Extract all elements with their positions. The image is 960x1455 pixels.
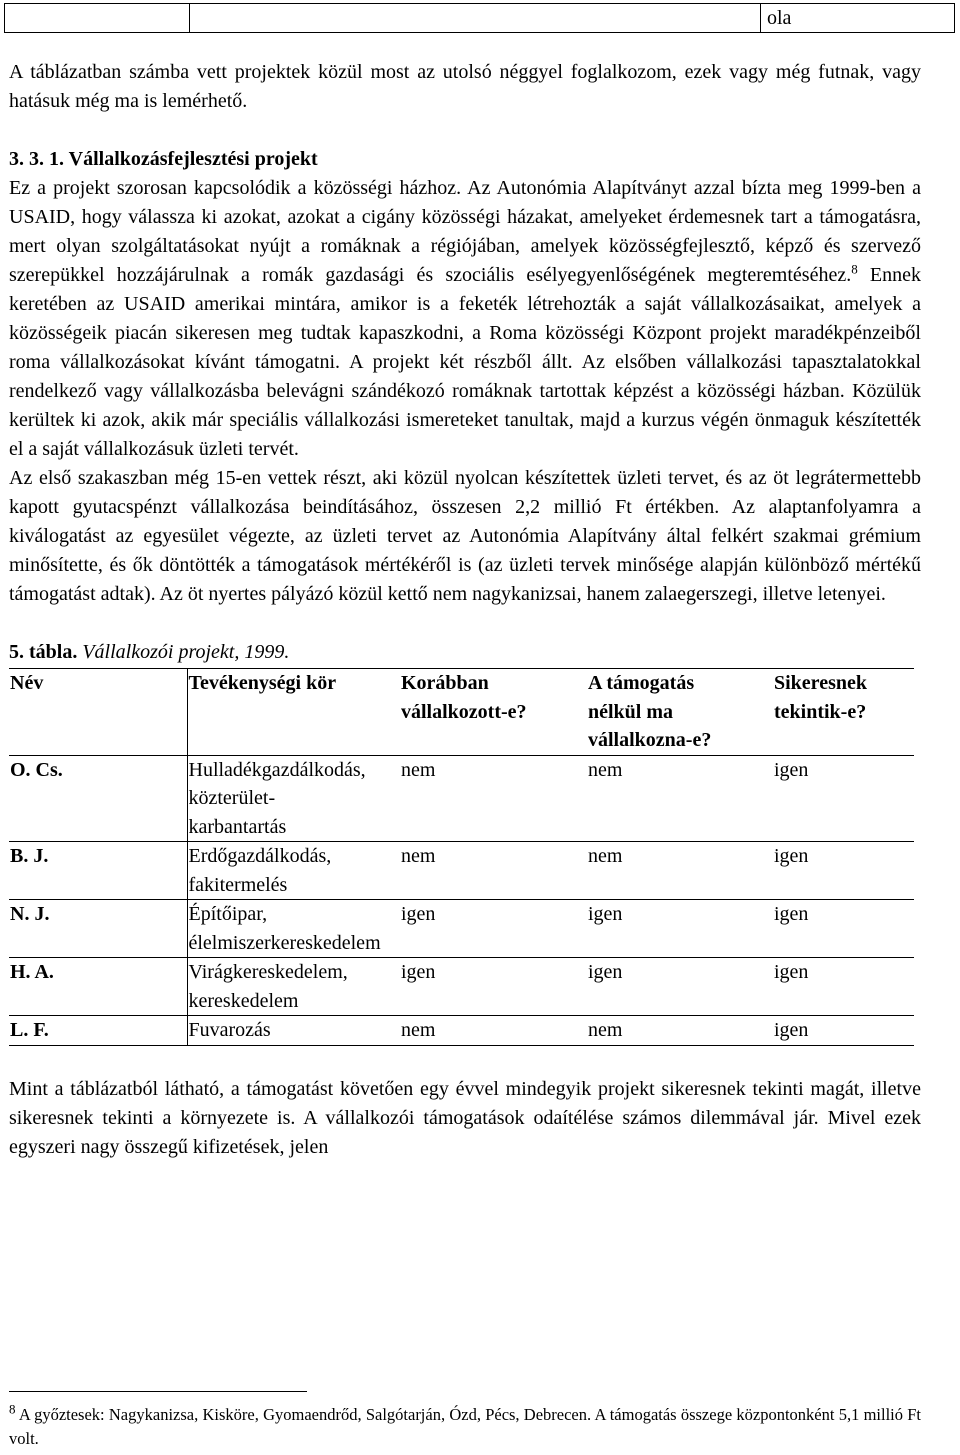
cell-prior-business: igen <box>401 961 436 983</box>
cell-prior-business: nem <box>401 758 436 781</box>
cell-name: L. F. <box>9 1016 187 1046</box>
cell-without-support: igen <box>588 903 623 925</box>
paragraph-1 <box>9 174 921 464</box>
footnote <box>9 1403 921 1451</box>
cell-prior-business: igen <box>401 903 436 925</box>
paragraph-1-part-a: Ez a projekt szorosan kapcsolódik a közösségi házhoz. Az Autonómia Alapítványt azzal bízta meg 1999-ben a USAID, hogy válassza ki azokat, azokat a cigány közösségi házakat, amelyeket érdemesnek tart a támogatásra, mert olyan szolgáltatásokat nyújt a romáknak a régiójában, amelyek közösségfejlesztő, képző és szervező szerepükkel hozzájárulnak a romák gazdasági és szociális esélyegyenlőségének megteremtéséhez. <box>9 177 921 286</box>
cell-activity: Virágkereskedelem, kereskedelem <box>188 961 348 1012</box>
header-cell-text: ola <box>761 4 955 33</box>
cell-name: B. J. <box>9 842 187 900</box>
table-row <box>9 842 914 900</box>
section-heading <box>9 145 921 174</box>
document-body <box>9 58 921 1162</box>
section-title: Vállalkozásfejlesztési projekt <box>68 148 318 170</box>
cell-name: N. J. <box>9 900 187 958</box>
header-cell-empty-1 <box>5 4 190 33</box>
footnote-number: 8 <box>9 1401 16 1417</box>
cell-name: O. Cs. <box>9 755 187 842</box>
cell-successful: igen <box>774 845 809 867</box>
footnote-separator <box>9 1391 307 1392</box>
header-table <box>4 3 955 33</box>
header-cell-empty-2 <box>190 4 761 33</box>
section-number: 3. 3. 1. <box>9 148 64 170</box>
paragraph-1-part-b: Ennek keretében az USAID amerikai mintára, amikor is a feketék létrehozták a saját vállalkozásaikat, amelyek a közösségeik piacán sikeresen meg tudtak kapaszkodni, a Roma közösségi Központ projekt maradékpénzeiből roma vállalkozásokat kívánt támogatni. A projekt két részből állt. Az elsőben vállalkozási tapasztalatokkal rendelkező vagy vállalkozásba belevágni szándékozó romáknak tartottak képzést a közösségi házban. Közülük kerültek ki azok, akik már speciális vállalkozási ismereteket tanultak, majd a kurzus végén önmaguk készítették el a saját vállalkozásuk üzleti tervét. <box>9 264 922 460</box>
project-table <box>9 668 914 1046</box>
cell-successful: igen <box>774 961 809 983</box>
cell-activity: Építőipar, élelmiszerkereskedelem <box>188 903 381 954</box>
header-without-support: A támogatás nélkül ma vállalkozna-e? <box>587 669 773 756</box>
cell-activity: Hulladékgazdálkodás, közterület-karbantartás <box>188 758 366 838</box>
table-header-row <box>9 669 914 756</box>
cell-without-support: nem <box>588 1019 623 1041</box>
cell-activity: Erdőgazdálkodás, fakitermelés <box>188 845 332 896</box>
cell-prior-business: nem <box>401 845 436 867</box>
footnote-text: A győztesek: Nagykanizsa, Kisköre, Gyomaendrőd, Salgótarján, Ózd, Pécs, Debrecen. A támogatás összege központonként 5,1 millió Ft volt. <box>9 1405 921 1448</box>
cell-without-support: igen <box>588 961 623 983</box>
table-row <box>9 755 914 842</box>
cell-successful: igen <box>774 1019 809 1041</box>
table-row <box>9 1016 914 1046</box>
header-successful: Sikeresnek tekintik-e? <box>773 669 914 756</box>
header-prior-business: Korábban vállalkozott-e? <box>400 669 587 756</box>
paragraph-2: Az első szakaszban még 15-en vettek részt, aki közül nyolcan készítettek üzleti tervet, és az öt legrátermettebb kapott gyutacspénzt vállalkozása beindításához, összesen 2,2 millió Ft értékben. Az alaptanfolyamra a kiválogatást az egyesület végezte, az üzleti tervet az Autonómia Alapítvány által felkért szakmai grémium minősítette, és ők döntötték a támogatások mértékéről is (az üzleti tervek minősége alapján különböző mértékű támogatást adtak). Az öt nyertes pályázó közül kettő nem nagykanizsai, hanem zalaegerszegi, illetve letenyei. <box>9 467 921 605</box>
cell-without-support: nem <box>588 845 623 867</box>
header-activity: Tevékenységi kör <box>187 669 400 756</box>
cell-activity: Fuvarozás <box>188 1019 271 1041</box>
cell-name: H. A. <box>9 958 187 1016</box>
footnote-reference: 8 <box>851 261 858 277</box>
table-row <box>9 900 914 958</box>
table-caption-title: Vállalkozói projekt, 1999. <box>82 641 290 663</box>
header-name: Név <box>9 669 187 756</box>
paragraph-3: Mint a táblázatból látható, a támogatást követően egy évvel mindegyik projekt sikeresnek tekinti magát, illetve sikeresnek tekinti a környezete is. A vállalkozói támogatások odaítélése számos dilemmával jár. Mivel ezek egyszeri nagy összegű kifizetések, jelen <box>9 1077 921 1158</box>
cell-prior-business: nem <box>401 1019 436 1041</box>
cell-without-support: nem <box>588 758 623 781</box>
table-caption-label: 5. tábla. <box>9 641 78 663</box>
table-caption <box>9 638 921 667</box>
intro-paragraph: A táblázatban számba vett projektek közül most az utolsó néggyel foglalkozom, ezek vagy még futnak, vagy hatásuk még ma is lemérhető. <box>9 61 921 112</box>
cell-successful: igen <box>774 903 809 925</box>
cell-successful: igen <box>774 758 809 781</box>
table-row <box>9 958 914 1016</box>
